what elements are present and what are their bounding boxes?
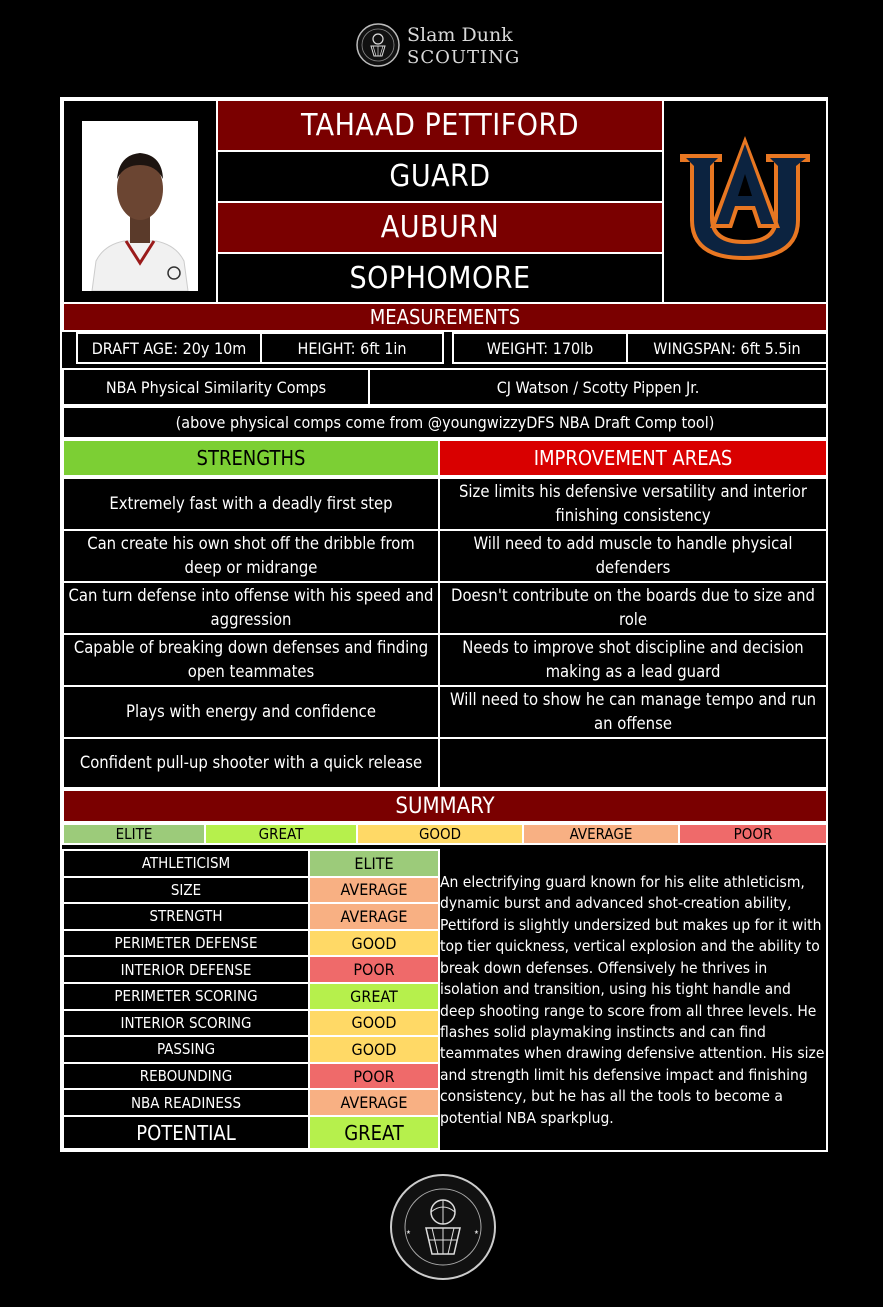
strength-item: Extremely fast with a deadly first step	[62, 477, 440, 531]
strength-item: Confident pull-up shooter with a quick release	[62, 737, 440, 789]
player-photo	[62, 99, 218, 304]
improvement-item: Needs to improve shot discipline and decision making as a lead guard	[438, 633, 828, 687]
scale-great: GREAT	[204, 823, 358, 845]
rating-value: AVERAGE	[308, 876, 440, 905]
svg-text:★: ★	[474, 1229, 479, 1236]
strength-item: Can turn defense into offense with his speed and aggression	[62, 581, 440, 635]
improvement-item: Doesn't contribute on the boards due to size and role	[438, 581, 828, 635]
improvements-title: IMPROVEMENT AREAS	[438, 439, 828, 477]
basketball-seal-icon	[355, 22, 401, 68]
player-name: TAHAAD PETTIFORD	[216, 99, 664, 152]
potential-label: POTENTIAL	[62, 1115, 310, 1150]
rating-label: PERIMETER SCORING	[62, 982, 310, 1011]
rating-label: INTERIOR SCORING	[62, 1009, 310, 1038]
improvement-item: Size limits his defensive versatility and interior finishing consistency	[438, 477, 828, 531]
summary-title: SUMMARY	[62, 789, 828, 823]
scale-average: AVERAGE	[522, 823, 680, 845]
strength-item: Capable of breaking down defenses and finding open teammates	[62, 633, 440, 687]
rating-value: GREAT	[308, 982, 440, 1011]
player-position: GUARD	[216, 150, 664, 203]
comps-note: (above physical comps come from @youngwizzyDFS NBA Draft Comp tool)	[62, 406, 828, 439]
rating-value: GOOD	[308, 929, 440, 958]
weight: WEIGHT: 170lb	[452, 332, 628, 364]
scouting-card	[60, 97, 828, 1152]
comps-label: NBA Physical Similarity Comps	[62, 368, 370, 406]
measurements-title: MEASUREMENTS	[62, 302, 828, 332]
player-school: AUBURN	[216, 201, 664, 254]
improvement-item: Will need to show he can manage tempo and run an offense	[438, 685, 828, 739]
rating-label: ATHLETICISM	[62, 849, 310, 878]
rating-label: REBOUNDING	[62, 1062, 310, 1091]
rating-value: AVERAGE	[308, 1088, 440, 1117]
rating-value: AVERAGE	[308, 902, 440, 931]
rating-value: ELITE	[308, 849, 440, 878]
strengths-title: STRENGTHS	[62, 439, 440, 477]
team-logo	[662, 99, 828, 304]
rating-label: NBA READINESS	[62, 1088, 310, 1117]
comps-value: CJ Watson / Scotty Pippen Jr.	[368, 368, 828, 406]
rating-label: PERIMETER DEFENSE	[62, 929, 310, 958]
wingspan: WINGSPAN: 6ft 5.5in	[626, 332, 828, 364]
strength-item: Plays with energy and confidence	[62, 685, 440, 739]
rating-value: GOOD	[308, 1035, 440, 1064]
slam-dunk-seal-icon	[388, 1172, 498, 1282]
player-class: SOPHOMORE	[216, 252, 664, 304]
rating-label: STRENGTH	[62, 902, 310, 931]
summary-text: An electrifying guard known for his elite athleticism, dynamic burst and advanced shot-creation ability, Pettiford is slightly undersized but makes up for it with top tier quickness, vertical explosion and the ability to break down defenses. Offensively he thrives in isolation and transition, using his tight handle and deep shooting range to score from all three levels. He flashes solid playmaking instincts and can find teammates when drawing defensive attention. His size and strength limit his defensive impact and finishing consistency, but he has all the tools to become a potential NBA sparkplug.	[440, 873, 825, 1127]
rating-label: PASSING	[62, 1035, 310, 1064]
rating-value: POOR	[308, 955, 440, 984]
rating-value: POOR	[308, 1062, 440, 1091]
rating-value: GOOD	[308, 1009, 440, 1038]
scale-elite: ELITE	[62, 823, 206, 845]
scale-good: GOOD	[356, 823, 524, 845]
improvement-item: Will need to add muscle to handle physical defenders	[438, 529, 828, 583]
brand-line1: Slam Dunk	[407, 24, 513, 46]
brand-line2: SCOUTING	[407, 47, 521, 68]
scale-poor: POOR	[678, 823, 828, 845]
improvement-item-empty	[438, 737, 828, 789]
svg-text:★: ★	[406, 1229, 411, 1236]
auburn-au-logo-icon	[670, 132, 820, 272]
strength-item: Can create his own shot off the dribble from deep or midrange	[62, 529, 440, 583]
player-headshot-icon	[82, 121, 198, 291]
rating-label: INTERIOR DEFENSE	[62, 955, 310, 984]
header-logo	[355, 20, 535, 72]
draft-age: DRAFT AGE: 20y 10m	[76, 332, 262, 364]
potential-value: GREAT	[308, 1115, 440, 1150]
rating-label: SIZE	[62, 876, 310, 905]
height: HEIGHT: 6ft 1in	[260, 332, 444, 364]
